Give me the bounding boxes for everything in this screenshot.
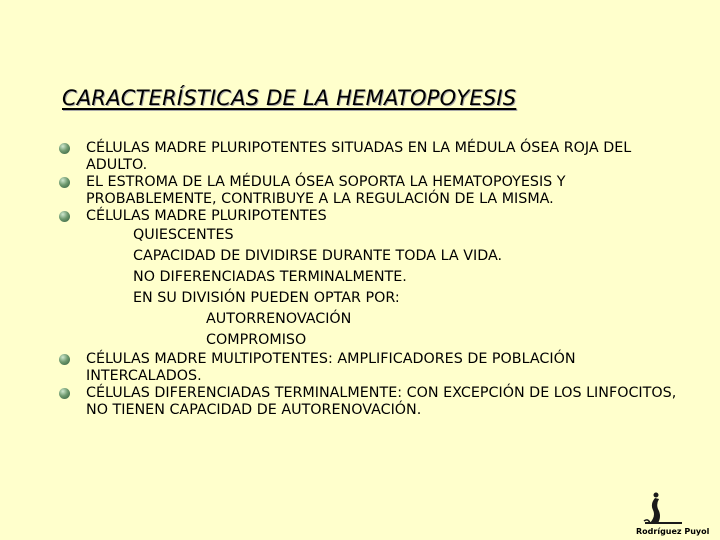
bullet-item [58, 385, 678, 419]
bullet-item [58, 208, 678, 225]
sub-item: CAPACIDAD DE DIVIDIRSE DURANTE TODA LA VIDA. [133, 248, 503, 264]
bullet-dot-icon [59, 211, 70, 222]
bullet-dot-icon [59, 177, 70, 188]
slide-content [58, 140, 678, 419]
bullet-item [58, 174, 678, 208]
bullet-item [58, 351, 678, 385]
sub-item: EN SU DIVISIÓN PUEDEN OPTAR POR: [133, 290, 400, 306]
bullet-text: EL ESTROMA DE LA MÉDULA ÓSEA SOPORTA LA HEMATOPOYESIS Y PROBABLEMENTE, CONTRIBUYE A LA REGULACIÓN DE LA MISMA. [86, 174, 566, 207]
bullet-text: CÉLULAS MADRE PLURIPOTENTES [86, 208, 327, 224]
sub-sub-item: AUTORRENOVACIÓN [206, 311, 352, 327]
bullet-text: CÉLULAS MADRE PLURIPOTENTES SITUADAS EN LA MÉDULA ÓSEA ROJA DEL ADULTO. [86, 140, 632, 173]
sub-sub-item: COMPROMISO [206, 332, 307, 348]
bullet-text: CÉLULAS MADRE MULTIPOTENTES: AMPLIFICADORES DE POBLACIÓN INTERCALADOS. [86, 351, 576, 384]
bullet-dot-icon [59, 143, 70, 154]
sub-item: QUIESCENTES [133, 227, 234, 243]
figure-logo-icon [636, 490, 716, 528]
slide-title: CARACTERÍSTICAS DE LA HEMATOPOYESIS [62, 86, 517, 110]
bullet-item [58, 140, 678, 174]
author-logo [636, 490, 716, 536]
bullet-text: CÉLULAS DIFERENCIADAS TERMINALMENTE: CON EXCEPCIÓN DE LOS LINFOCITOS, NO TIENEN CAPACIDAD DE AUTORENOVACIÓN. [86, 385, 677, 418]
sub-item: NO DIFERENCIADAS TERMINALMENTE. [133, 269, 407, 285]
logo-caption: Rodríguez Puyol [636, 527, 710, 536]
bullet-dot-icon [59, 354, 70, 365]
bullet-dot-icon [59, 388, 70, 399]
